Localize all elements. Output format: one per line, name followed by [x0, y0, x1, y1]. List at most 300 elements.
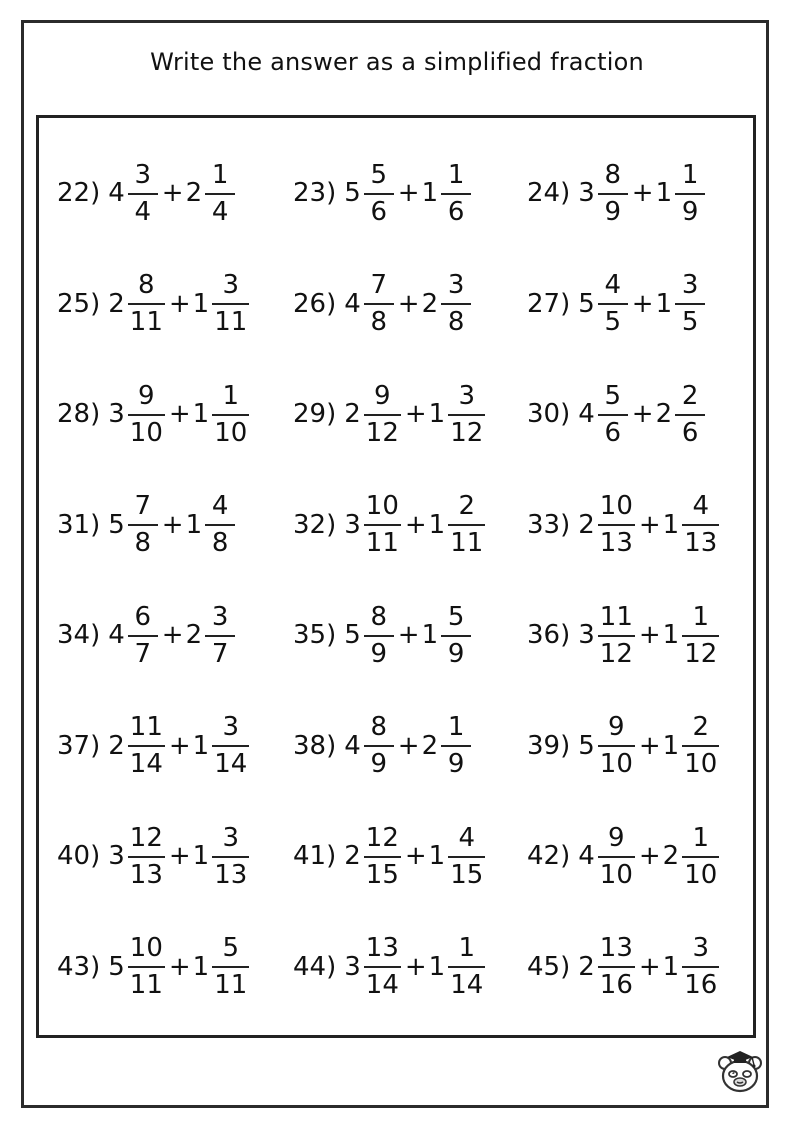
fraction-2 — [212, 712, 249, 780]
denominator-1: 12 — [599, 638, 633, 669]
problem-number: 33) — [527, 509, 571, 540]
fraction-2 — [682, 491, 719, 559]
fraction-bar — [205, 524, 235, 526]
plus-operator: + — [404, 841, 427, 872]
fraction-bar — [364, 414, 401, 416]
numerator-1: 9 — [138, 380, 155, 411]
plus-operator: + — [638, 841, 661, 872]
whole-number-1: 5 — [578, 730, 595, 761]
denominator-1: 10 — [599, 859, 633, 890]
problem-number: 45) — [527, 951, 571, 982]
problem-item — [527, 470, 747, 581]
whole-number-1: 4 — [344, 730, 361, 761]
numerator-1: 12 — [365, 822, 399, 853]
denominator-1: 9 — [604, 196, 622, 227]
denominator-1: 8 — [370, 307, 388, 338]
problem-number: 39) — [527, 730, 571, 761]
denominator-1: 10 — [129, 417, 163, 448]
plus-operator: + — [631, 288, 654, 319]
problem-number: 42) — [527, 841, 571, 872]
plus-operator: + — [404, 399, 427, 430]
fraction-bar — [682, 524, 719, 526]
numerator-1: 10 — [129, 933, 163, 964]
numerator-1: 8 — [370, 601, 388, 632]
numerator-1: 9 — [608, 712, 625, 743]
problem-item — [293, 249, 527, 360]
fraction-1 — [364, 712, 394, 780]
problem-item — [527, 359, 747, 470]
denominator-1: 13 — [129, 859, 163, 890]
numerator-2: 1 — [692, 601, 710, 632]
denominator-2: 12 — [684, 638, 718, 669]
denominator-1: 11 — [129, 970, 163, 1001]
fraction-bar — [128, 635, 158, 637]
numerator-2: 2 — [681, 380, 699, 411]
whole-number-1: 5 — [108, 509, 125, 540]
fraction-bar — [212, 966, 249, 968]
problem-number: 37) — [57, 730, 101, 761]
fraction-2 — [448, 822, 485, 890]
numerator-1: 7 — [134, 491, 152, 522]
instruction-heading: Write the answer as a simplified fraction — [150, 48, 644, 76]
fraction-1 — [598, 601, 635, 669]
fraction-bar — [598, 966, 635, 968]
whole-number-2: 1 — [421, 620, 439, 651]
problem-item — [57, 580, 293, 691]
fraction-2 — [441, 159, 471, 227]
fraction-2 — [212, 822, 249, 890]
plus-operator: + — [161, 178, 184, 209]
plus-operator: + — [638, 951, 661, 982]
whole-number-2: 2 — [185, 620, 203, 651]
fraction-2 — [682, 601, 719, 669]
problem-number: 28) — [57, 399, 101, 430]
numerator-1: 5 — [604, 380, 622, 411]
problem-box — [36, 115, 756, 1038]
denominator-2: 14 — [214, 749, 248, 780]
fraction-2 — [675, 270, 705, 338]
problem-item — [57, 138, 293, 249]
fraction-2 — [205, 491, 235, 559]
plus-operator: + — [168, 288, 191, 319]
fraction-1 — [598, 491, 635, 559]
whole-number-2: 1 — [192, 288, 210, 319]
numerator-2: 4 — [211, 491, 229, 522]
denominator-1: 15 — [365, 859, 399, 890]
problem-number: 22) — [57, 178, 101, 209]
fraction-bar — [364, 635, 394, 637]
fraction-bar — [128, 414, 165, 416]
whole-number-1: 2 — [578, 509, 595, 540]
problem-item — [293, 359, 527, 470]
problem-item — [57, 249, 293, 360]
plus-operator: + — [168, 730, 191, 761]
denominator-2: 13 — [214, 859, 248, 890]
problem-number: 23) — [293, 178, 337, 209]
fraction-bar — [675, 193, 705, 195]
numerator-1: 11 — [129, 712, 163, 743]
fraction-2 — [448, 933, 485, 1001]
whole-number-2: 2 — [421, 730, 439, 761]
denominator-1: 14 — [365, 970, 399, 1001]
whole-number-1: 3 — [108, 399, 125, 430]
problem-number: 34) — [57, 620, 101, 651]
plus-operator: + — [397, 730, 420, 761]
whole-number-2: 1 — [662, 951, 680, 982]
whole-number-2: 1 — [428, 951, 446, 982]
whole-number-2: 1 — [662, 509, 680, 540]
fraction-bar — [212, 303, 249, 305]
fraction-2 — [675, 159, 705, 227]
fraction-bar — [128, 303, 165, 305]
fraction-1 — [128, 822, 165, 890]
numerator-1: 9 — [374, 380, 391, 411]
denominator-2: 8 — [447, 307, 465, 338]
whole-number-1: 4 — [344, 288, 361, 319]
fraction-bar — [682, 745, 719, 747]
fraction-2 — [682, 933, 719, 1001]
numerator-2: 3 — [222, 270, 240, 301]
whole-number-2: 1 — [185, 509, 203, 540]
problem-number: 35) — [293, 620, 337, 651]
whole-number-2: 1 — [421, 178, 439, 209]
fraction-bar — [364, 966, 401, 968]
whole-number-1: 4 — [108, 178, 125, 209]
whole-number-1: 5 — [344, 178, 361, 209]
denominator-1: 6 — [370, 196, 388, 227]
whole-number-2: 1 — [662, 730, 680, 761]
whole-number-1: 2 — [344, 841, 361, 872]
denominator-1: 4 — [134, 196, 152, 227]
problem-item — [293, 138, 527, 249]
fraction-2 — [205, 601, 235, 669]
fraction-bar — [205, 635, 235, 637]
denominator-2: 6 — [447, 196, 465, 227]
problem-item — [293, 580, 527, 691]
whole-number-1: 3 — [578, 178, 595, 209]
denominator-2: 14 — [450, 970, 484, 1001]
whole-number-2: 1 — [192, 951, 210, 982]
denominator-1: 5 — [604, 307, 622, 338]
numerator-2: 2 — [692, 712, 710, 743]
fraction-bar — [128, 193, 158, 195]
fraction-bar — [441, 745, 471, 747]
plus-operator: + — [168, 841, 191, 872]
numerator-1: 12 — [129, 822, 163, 853]
denominator-2: 5 — [681, 307, 699, 338]
numerator-2: 1 — [681, 159, 699, 190]
fraction-bar — [441, 303, 471, 305]
whole-number-1: 5 — [578, 288, 595, 319]
whole-number-2: 1 — [428, 841, 446, 872]
problem-number: 25) — [57, 288, 101, 319]
fraction-bar — [364, 193, 394, 195]
fraction-bar — [212, 856, 249, 858]
whole-number-2: 2 — [662, 841, 680, 872]
problem-item — [527, 138, 747, 249]
problem-item — [293, 801, 527, 912]
fraction-2 — [448, 491, 485, 559]
problem-grid — [57, 138, 747, 1022]
fraction-bar — [675, 303, 705, 305]
fraction-bar — [598, 414, 628, 416]
fraction-bar — [128, 524, 158, 526]
problem-number: 44) — [293, 951, 337, 982]
numerator-2: 1 — [692, 822, 710, 853]
problem-item — [527, 580, 747, 691]
fraction-bar — [598, 745, 635, 747]
denominator-2: 10 — [214, 417, 248, 448]
fraction-2 — [675, 380, 705, 448]
numerator-2: 3 — [447, 270, 465, 301]
fraction-1 — [598, 712, 635, 780]
problem-number: 26) — [293, 288, 337, 319]
fraction-1 — [128, 270, 165, 338]
problem-number: 36) — [527, 620, 571, 651]
numerator-2: 3 — [692, 933, 710, 964]
plus-operator: + — [168, 951, 191, 982]
fraction-1 — [128, 380, 165, 448]
fraction-1 — [364, 933, 401, 1001]
numerator-1: 9 — [608, 822, 625, 853]
denominator-1: 9 — [370, 638, 388, 669]
numerator-1: 3 — [134, 159, 152, 190]
whole-number-1: 2 — [108, 730, 125, 761]
problem-number: 29) — [293, 399, 337, 430]
denominator-2: 7 — [211, 638, 229, 669]
problem-item — [293, 470, 527, 581]
problem-item — [527, 249, 747, 360]
denominator-1: 16 — [599, 970, 633, 1001]
denominator-2: 12 — [450, 417, 484, 448]
denominator-2: 13 — [684, 528, 718, 559]
fraction-1 — [364, 159, 394, 227]
fraction-bar — [682, 856, 719, 858]
plus-operator: + — [404, 951, 427, 982]
denominator-2: 8 — [211, 528, 229, 559]
problem-number: 30) — [527, 399, 571, 430]
denominator-2: 4 — [211, 196, 229, 227]
problem-number: 40) — [57, 841, 101, 872]
fraction-1 — [598, 933, 635, 1001]
numerator-1: 8 — [604, 159, 622, 190]
fraction-2 — [205, 159, 235, 227]
denominator-2: 11 — [214, 307, 248, 338]
numerator-2: 3 — [211, 601, 229, 632]
fraction-bar — [128, 966, 165, 968]
plus-operator: + — [161, 509, 184, 540]
fraction-2 — [448, 380, 485, 448]
numerator-2: 2 — [458, 491, 476, 522]
denominator-2: 16 — [684, 970, 718, 1001]
whole-number-2: 1 — [662, 620, 680, 651]
numerator-1: 13 — [365, 933, 399, 964]
fraction-bar — [598, 856, 635, 858]
denominator-1: 7 — [134, 638, 152, 669]
numerator-1: 8 — [370, 712, 388, 743]
denominator-1: 14 — [129, 749, 163, 780]
fraction-bar — [128, 856, 165, 858]
fraction-bar — [212, 745, 249, 747]
problem-item — [293, 691, 527, 802]
numerator-1: 11 — [599, 601, 633, 632]
fraction-bar — [128, 745, 165, 747]
plus-operator: + — [404, 509, 427, 540]
numerator-1: 7 — [370, 270, 388, 301]
fraction-1 — [364, 601, 394, 669]
denominator-1: 6 — [604, 417, 622, 448]
problem-item — [57, 912, 293, 1023]
whole-number-2: 1 — [428, 399, 446, 430]
problem-number: 43) — [57, 951, 101, 982]
problem-item — [527, 691, 747, 802]
numerator-2: 1 — [458, 933, 476, 964]
numerator-2: 3 — [458, 380, 476, 411]
numerator-1: 13 — [599, 933, 633, 964]
fraction-1 — [598, 159, 628, 227]
whole-number-1: 2 — [578, 951, 595, 982]
fraction-bar — [205, 193, 235, 195]
whole-number-1: 4 — [108, 620, 125, 651]
fraction-bar — [448, 966, 485, 968]
whole-number-2: 1 — [655, 178, 673, 209]
denominator-1: 8 — [134, 528, 152, 559]
fraction-bar — [364, 745, 394, 747]
denominator-2: 10 — [684, 859, 718, 890]
whole-number-1: 5 — [108, 951, 125, 982]
fraction-bar — [682, 635, 719, 637]
denominator-1: 9 — [370, 749, 388, 780]
numerator-2: 5 — [447, 601, 465, 632]
fraction-bar — [364, 303, 394, 305]
numerator-1: 5 — [370, 159, 388, 190]
problem-number: 24) — [527, 178, 571, 209]
plus-operator: + — [168, 399, 191, 430]
denominator-1: 11 — [365, 528, 399, 559]
plus-operator: + — [397, 178, 420, 209]
whole-number-2: 1 — [192, 841, 210, 872]
whole-number-1: 3 — [344, 951, 361, 982]
numerator-1: 6 — [134, 601, 152, 632]
denominator-2: 9 — [681, 196, 699, 227]
fraction-bar — [212, 414, 249, 416]
fraction-1 — [364, 270, 394, 338]
whole-number-1: 3 — [108, 841, 125, 872]
denominator-2: 10 — [684, 749, 718, 780]
whole-number-2: 1 — [428, 509, 446, 540]
graduate-panda-icon — [714, 1046, 766, 1098]
fraction-2 — [441, 712, 471, 780]
plus-operator: + — [161, 620, 184, 651]
fraction-1 — [364, 491, 401, 559]
whole-number-2: 2 — [655, 399, 673, 430]
fraction-bar — [598, 303, 628, 305]
problem-item — [57, 801, 293, 912]
denominator-2: 9 — [447, 638, 465, 669]
whole-number-1: 4 — [578, 841, 595, 872]
fraction-bar — [441, 635, 471, 637]
problem-item — [293, 912, 527, 1023]
fraction-1 — [598, 822, 635, 890]
fraction-1 — [128, 933, 165, 1001]
fraction-2 — [682, 822, 719, 890]
whole-number-2: 1 — [192, 730, 210, 761]
fraction-bar — [448, 856, 485, 858]
fraction-bar — [364, 856, 401, 858]
numerator-2: 3 — [222, 822, 240, 853]
numerator-2: 4 — [458, 822, 476, 853]
fraction-2 — [441, 601, 471, 669]
fraction-2 — [212, 380, 249, 448]
problem-number: 31) — [57, 509, 101, 540]
fraction-2 — [682, 712, 719, 780]
fraction-1 — [128, 159, 158, 227]
plus-operator: + — [631, 399, 654, 430]
plus-operator: + — [397, 620, 420, 651]
numerator-2: 3 — [222, 712, 240, 743]
fraction-2 — [441, 270, 471, 338]
plus-operator: + — [397, 288, 420, 319]
denominator-2: 15 — [450, 859, 484, 890]
fraction-bar — [598, 524, 635, 526]
fraction-bar — [598, 193, 628, 195]
numerator-2: 1 — [447, 712, 465, 743]
fraction-bar — [364, 524, 401, 526]
problem-number: 27) — [527, 288, 571, 319]
problem-item — [527, 801, 747, 912]
denominator-1: 13 — [599, 528, 633, 559]
problem-item — [57, 359, 293, 470]
fraction-bar — [441, 193, 471, 195]
whole-number-1: 4 — [578, 399, 595, 430]
denominator-1: 11 — [129, 307, 163, 338]
problem-number: 41) — [293, 841, 337, 872]
denominator-1: 10 — [599, 749, 633, 780]
problem-item — [57, 470, 293, 581]
whole-number-1: 3 — [578, 620, 595, 651]
denominator-1: 12 — [365, 417, 399, 448]
numerator-2: 3 — [681, 270, 699, 301]
denominator-2: 11 — [450, 528, 484, 559]
fraction-1 — [598, 270, 628, 338]
whole-number-2: 1 — [192, 399, 210, 430]
numerator-1: 8 — [138, 270, 155, 301]
whole-number-2: 2 — [185, 178, 203, 209]
plus-operator: + — [631, 178, 654, 209]
denominator-2: 9 — [447, 749, 465, 780]
fraction-1 — [128, 491, 158, 559]
fraction-2 — [212, 270, 249, 338]
numerator-2: 4 — [692, 491, 710, 522]
fraction-bar — [598, 635, 635, 637]
fraction-1 — [128, 601, 158, 669]
numerator-2: 1 — [222, 380, 240, 411]
whole-number-1: 3 — [344, 509, 361, 540]
problem-item — [57, 691, 293, 802]
denominator-2: 6 — [681, 417, 699, 448]
numerator-1: 10 — [599, 491, 633, 522]
fraction-bar — [675, 414, 705, 416]
whole-number-2: 1 — [655, 288, 673, 319]
whole-number-1: 2 — [108, 288, 125, 319]
plus-operator: + — [638, 730, 661, 761]
numerator-1: 4 — [604, 270, 622, 301]
fraction-1 — [598, 380, 628, 448]
numerator-2: 5 — [222, 933, 240, 964]
numerator-1: 10 — [365, 491, 399, 522]
problem-number: 32) — [293, 509, 337, 540]
plus-operator: + — [638, 509, 661, 540]
